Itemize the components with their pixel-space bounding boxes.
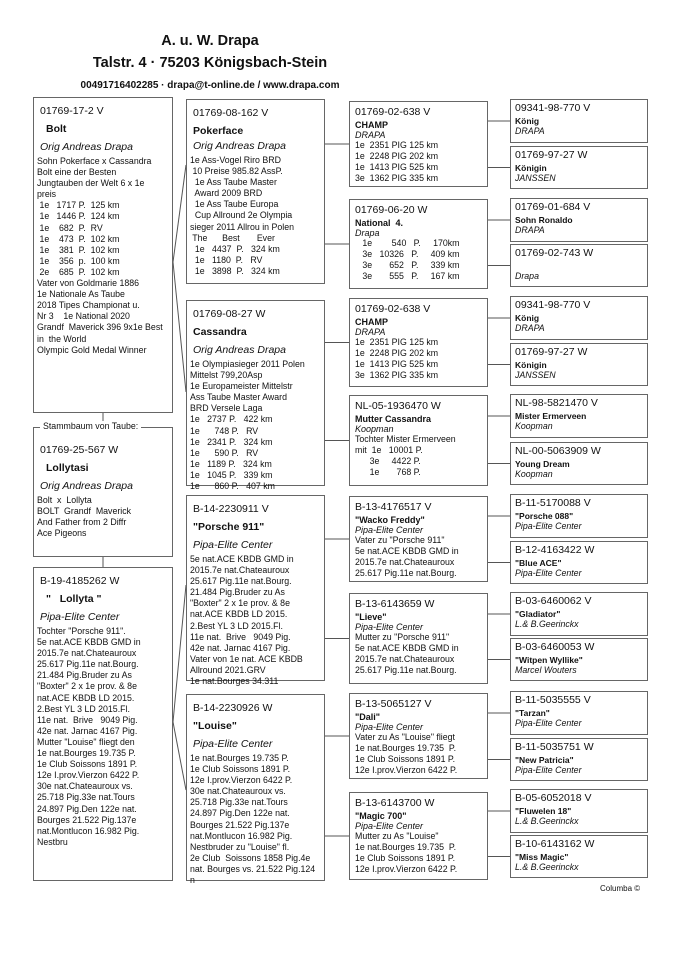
breeder-name: JANSSEN [515,173,556,183]
breeder-name: Pipa-Elite Center [355,722,424,732]
performance-notes [37,156,172,356]
note-line: 1e 540 P. 170km [355,238,460,248]
note-line: 1e 1446 P. 124 km [37,211,120,222]
pigeon-card [186,300,325,492]
breeder-name: Pipa-Elite Center [355,525,424,535]
pigeon-name: Sohn Ronaldo [515,215,573,225]
note-line: 1e Europameister Mittelstr [190,381,293,392]
pigeon-card [186,694,325,886]
ring-number: B-03-6460053 W [515,641,595,653]
note-line: 5e nat.ACE KBDB GMD in [37,637,141,648]
note-line: 1e nat.Bourges 19.735 P. [190,753,289,763]
pigeon-card [349,199,488,289]
note-line: Bolt x Lollyta [37,495,92,505]
note-line: Bourges 21.522 Pig.137e [190,819,290,830]
connector-line [173,262,186,392]
pigeon-name: "Louise" [193,720,237,732]
note-line: Vater von 1e nat. ACE KBDB [190,653,303,664]
note-line: in the World [37,333,87,344]
note-line: 1e 748 P. RV [190,425,259,436]
note-line: Nestbru [37,836,68,847]
ring-number: B-12-4163422 W [515,544,595,556]
pigeon-name: Cassandra [193,326,247,338]
note-line: Mittelst 799,20Asp [190,370,263,381]
performance-notes [355,632,487,676]
note-line: 2e Club Soissons 1858 Pig.4e [190,852,311,863]
breeder-name: Marcel Wouters [515,665,577,675]
breeder-name: DRAPA [515,323,545,333]
pigeon-name: Königin [515,360,547,370]
breeder-name: Drapa [355,228,380,238]
note-line: Tochter Mister Ermerveen [355,434,456,444]
note-line: 1e Nationale As Taube [37,289,125,300]
pigeon-name: "Magic 700" [355,811,407,821]
note-line: 1e Ass Taube Master [190,177,277,188]
note-line: 5e nat.ACE KBDB GMD in [355,545,459,556]
performance-notes [37,626,172,848]
breeder-name: Koopman [515,469,553,479]
pigeon-card [510,691,648,735]
pigeon-card [349,792,488,880]
note-line: 1e Ass-Vogel Riro BRD [190,155,281,165]
breeder-name: Pipa-Elite Center [515,718,582,728]
note-line: 2015.7e nat.Chateauroux [355,653,455,664]
pigeon-card [510,394,648,438]
note-line: 1e Club Soissons 1891 P. [190,764,291,775]
note-line: 1e 1045 P. 339 km [190,469,273,480]
note-line: 2.Best YL 3 LD 2015.Fl. [37,703,130,714]
note-line: 2015.7e nat.Chateauroux [190,565,290,576]
pigeon-card [510,638,648,681]
note-line: 12e I.prov.Vierzon 6422 P. [37,770,140,781]
pigeon-card [33,421,173,557]
performance-notes [355,434,487,478]
ring-number: 01769-08-162 V [193,107,269,119]
note-line: nat.Montlucon 16.982 Pig. [37,825,140,836]
breeder-name: DRAPA [355,327,386,337]
note-line: 11e nat. Brive 9049 Pig. [37,714,138,725]
breeder-name: Orig Andreas Drapa [40,141,133,153]
ring-number: B-13-6143659 W [355,598,435,610]
note-line: Mutter zu As "Louise" [355,831,439,841]
ring-number: B-11-5035751 W [515,741,594,753]
note-line: The Best Ever [190,232,275,243]
ring-number: B-03-6460062 V [515,595,592,607]
pigeon-card [510,789,648,833]
ring-number: 09341-98-770 V [515,102,591,114]
pigeon-card [510,494,648,538]
breeder-name: Pipa-Elite Center [40,611,120,623]
pedigree-legend: Stammbaum von Taube: [40,421,141,431]
breeder-name: JANSSEN [515,370,556,380]
note-line: Jungtauben der Welt 6 x 1e [37,178,145,189]
pigeon-card [510,244,648,287]
breeder-name: Koopman [355,424,394,434]
note-line: 1e 2351 PIG 125 km [355,140,439,150]
note-line: 25.617 Pig.11e nat.Bourg. [37,659,139,670]
ring-number: 01769-02-638 V [355,303,431,315]
note-line: 2015.7e nat.Chateauroux [37,648,137,659]
note-line: BRD Versele Laga [190,403,263,414]
breeder-name: L.& B.Geerinckx [515,619,579,629]
note-line: 1e nat.Bourges 34.311 [190,676,279,687]
note-line: nat.ACE KBDB LD 2015. [37,692,135,703]
performance-notes [355,732,487,776]
note-line: Vater von Goldmarie 1886 [37,278,140,289]
pigeon-card [510,835,648,878]
note-line: nat.Montlucon 16.982 Pig. [190,830,293,841]
note-line: Tochter "Porsche 911". [37,626,126,636]
note-line: 1e 2248 PIG 202 km [355,150,439,161]
pigeon-name: Lollytasi [46,462,89,474]
connector-line [173,722,186,790]
pigeon-name: "Witpen Wyllike" [515,655,583,665]
breeder-name: Pipa-Elite Center [355,821,424,831]
note-line: 1e Olympiasieger 2011 Polen [190,359,305,369]
note-line: 5e nat.ACE KBDB GMD in [355,642,459,653]
note-line: 2.Best YL 3 LD 2015.Fl. [190,620,283,631]
ring-number: B-13-6143700 W [355,797,435,809]
note-line: 2018 Tipes Championat u. [37,300,140,311]
breeder-name: L.& B.Geerinckx [515,816,579,826]
note-line: 25.718 Pig.33e nat.Tours [37,792,135,803]
note-line: 1e 2351 PIG 125 km [355,337,439,347]
pigeon-card [349,693,488,779]
pigeon-name: "Wacko Freddy" [355,515,425,525]
note-line: 1e 1180 P. RV [190,254,263,265]
note-line: 1e 768 P. [355,466,421,477]
performance-notes [355,337,487,381]
performance-notes [190,753,324,886]
note-line: Bolt eine der Besten [37,167,117,178]
ring-number: 01769-02-743 W [515,247,594,259]
pigeon-name: König [515,313,540,323]
pigeon-name: Pokerface [193,125,244,137]
note-line: 2e 685 P. 102 km [37,266,120,277]
ring-number: NL-00-5063909 W [515,445,601,457]
note-line: Bourges 21.522 Pig.137e [37,814,137,825]
ring-number: NL-05-1936470 W [355,400,441,412]
note-line: 1e 682 P. RV [37,222,103,233]
ring-number: NL-98-5821470 V [515,397,598,409]
ring-number: B-19-4185262 W [40,575,120,587]
breeder-name: Orig Andreas Drapa [193,344,286,356]
pigeon-name: " Lollyta " [46,593,102,605]
note-line: Award 2009 BRD [190,188,263,199]
note-line: 21.484 Pig.Bruder zu As [37,670,132,681]
pigeon-card [510,146,648,189]
pigeon-name: Young Dream [515,459,570,469]
note-line: 1e 381 P. 102 km [37,244,120,255]
performance-notes [355,140,487,184]
breeder-name: Pipa-Elite Center [515,521,582,531]
pigeon-name: Mister Ermerveen [515,411,587,421]
ring-number: B-13-4176517 V [355,501,432,513]
pigeon-card [349,593,488,684]
ring-number: 01769-06-20 W [355,204,428,216]
note-line: 1e Club Soissons 1891 P. [37,759,138,770]
note-line: 11e nat. Brive 9049 Pig. [190,631,291,642]
pigeon-name: National 4. [355,218,404,228]
pigeon-name: Mutter Cassandra [355,414,432,424]
pigeon-card [510,541,648,584]
pigeon-name: "Lieve" [355,612,387,622]
note-line: 5e nat.ACE KBDB GMD in [190,554,294,564]
pigeon-card [349,496,488,582]
pigeon-card [510,343,648,386]
pigeon-name: "Porsche 911" [193,521,265,533]
note-line: Allround 2021.GRV [190,664,266,675]
breeder-title: A. u. W. Drapa [161,33,259,49]
note-line: 21.484 Pig.Bruder zu As [190,587,285,598]
note-line: nat. Bourges vs. 21.522 Pig.124 [190,863,316,874]
performance-notes [355,831,487,875]
pigeon-name: "Miss Magic" [515,852,569,862]
ring-number: 01769-08-27 W [193,308,266,320]
note-line: 3e 652 P. 339 km [355,259,460,270]
note-line: "Boxter" 2 x 1e prov. & 8e [37,681,137,692]
pigeon-name: Königin [515,163,547,173]
pigeon-card [349,395,488,486]
pigeon-name: "Tarzan" [515,708,550,718]
performance-notes [190,359,324,492]
pigeon-card [186,495,325,687]
breeder-contact: 00491716402285 · drapa@t-online.de / www.drapa.com [80,80,340,91]
note-line: Ass Taube Master Award [190,392,287,403]
note-line: 42e nat. Jarnac 4167 Pig. [37,725,138,736]
pigeon-name: "New Patricia" [515,755,574,765]
note-line: 3e 555 P. 167 km [355,270,460,281]
note-line: 12e I.prov.Vierzon 6422 P. [190,775,293,786]
note-line: "Boxter" 2 x 1e prov. & 8e [190,598,290,609]
pigeon-card [510,592,648,636]
breeder-name: DRAPA [355,130,386,140]
note-line: Nestbruder zu "Louise" fl. [190,841,290,852]
note-line: Mutter zu "Porsche 911" [355,632,450,642]
performance-notes [37,495,172,539]
note-line: 3e 1362 PIG 335 km [355,369,439,380]
pigeon-card [349,101,488,187]
note-line: mit 1e 10001 P. [355,444,423,455]
note-line: Mutter "Louise" fliegt den [37,736,135,747]
note-line: 25.718 Pig.33e nat.Tours [190,797,288,808]
note-line: 25.617 Pig.11e nat.Bourg. [355,567,457,578]
note-line: 1e Club Soissons 1891 P. [355,852,456,863]
breeder-name: Pipa-Elite Center [193,539,273,551]
breeder-name: Koopman [515,421,553,431]
pigeon-name: "Porsche 088" [515,511,574,521]
note-line: sieger 2011 Allrou in Polen [190,221,295,232]
note-line: 1e 1413 PIG 525 km [355,358,439,369]
note-line: Vater zu "Porsche 911" [355,535,445,545]
ring-number: B-11-5170088 V [515,497,591,509]
pigeon-card [510,198,648,242]
note-line: 3e 4422 P. [355,455,421,466]
breeder-name: Drapa [515,271,539,281]
pigeon-name: Bolt [46,123,67,135]
note-line: 1e 473 P. 102 km [37,233,120,244]
pigeon-name: "Gladiator" [515,609,561,619]
ring-number: 01769-17-2 V [40,105,104,117]
note-line: 1e 4437 P. 324 km [190,243,280,254]
note-line: 1e 590 P. RV [190,447,259,458]
performance-notes [190,554,324,687]
pigeon-card [349,298,488,387]
note-line: 24.897 Pig.Den 122e nat. [37,803,137,814]
breeder-name: DRAPA [515,225,545,235]
pigeon-card [33,567,173,881]
connector-line [173,165,186,262]
note-line: 1e 860 P. 407 km [190,481,275,492]
breeder-name: L.& B.Geerinckx [515,862,579,872]
note-line: 1e Club Soissons 1891 P. [355,753,456,764]
breeder-name: Orig Andreas Drapa [193,140,286,152]
performance-notes [190,155,324,277]
breeder-name: DRAPA [515,126,545,136]
note-line: 25.617 Pig.11e nat.Bourg. [355,664,457,675]
ring-number: 01769-97-27 W [515,149,588,161]
connector-line [173,585,186,722]
note-line: 1e 2737 P. 422 km [190,414,273,425]
note-line: Grandf Maverick 396 9x1e Best [37,322,163,333]
ring-number: B-11-5035555 V [515,694,591,706]
note-line: 10 Preise 985.82 AssP. [190,166,283,177]
note-line: 1e 356 p. 100 km [37,255,120,266]
footer-credit: Columba © [600,884,641,893]
pigeon-card [510,99,648,143]
ring-number: B-14-2230911 V [193,503,269,515]
note-line: Olympic Gold Medal Winner [37,344,147,355]
pigeon-name: König [515,116,540,126]
pigeon-card [186,99,325,284]
note-line: 42e nat. Jarnac 4167 Pig. [190,642,291,653]
note-line: nat.ACE KBDB LD 2015. [190,609,288,620]
pigeon-name [515,261,647,271]
note-line: 1e 2248 PIG 202 km [355,347,439,358]
pigeon-card [510,442,648,485]
ring-number: 09341-98-770 V [515,299,591,311]
note-line: Sohn Pokerface x Cassandra [37,156,152,166]
pigeon-card [510,296,648,340]
ring-number: 01769-97-27 W [515,346,588,358]
note-line: Nr 3 1e National 2020 [37,311,130,322]
note-line: And Father from 2 Diffr [37,517,127,528]
note-line: 1e 1717 P. 125 km [37,200,120,211]
breeder-name: Pipa-Elite Center [515,568,582,578]
note-line: 30e nat.Chateauroux vs. [37,781,133,792]
note-line: 1e nat.Bourges 19.735 P. [355,841,457,852]
note-line: 12e I.prov.Vierzon 6422 P. [355,863,458,874]
ring-number: 01769-25-567 W [40,444,119,456]
note-line: BOLT Grandf Maverick [37,506,132,517]
breeder-name: Pipa-Elite Center [515,765,582,775]
ring-number: B-13-5065127 V [355,698,432,710]
note-line: 1e 1413 PIG 525 km [355,161,439,172]
note-line: 3e 1362 PIG 335 km [355,172,439,183]
note-line: 1e nat.Bourges 19.735 P. [355,742,457,753]
breeder-name: Orig Andreas Drapa [40,480,133,492]
ring-number: B-14-2230926 W [193,702,273,714]
note-line: n [190,875,195,886]
breeder-name: Pipa-Elite Center [355,622,424,632]
ring-number: B-05-6052018 V [515,792,592,804]
breeder-name: Pipa-Elite Center [193,738,273,750]
pigeon-card [33,97,173,413]
note-line: 24.897 Pig.Den 122e nat. [190,808,290,819]
ring-number: B-10-6143162 W [515,838,595,850]
note-line: 2015.7e nat.Chateauroux [355,556,455,567]
note-line: 3e 10326 P. 409 km [355,248,460,259]
note-line: preis [37,189,57,200]
note-line: 12e I.prov.Vierzon 6422 P. [355,764,458,775]
note-line: 1e 1189 P. 324 km [190,458,272,469]
performance-notes [355,535,487,579]
pigeon-name: "Fluwelen 18" [515,806,572,816]
ring-number: 01769-02-638 V [355,106,431,118]
note-line: 1e Ass Taube Europa [190,199,279,210]
note-line: Ace Pigeons [37,528,87,539]
ring-number: 01769-01-684 V [515,201,591,213]
note-line: 1e 2341 P. 324 km [190,436,273,447]
note-line: 25.617 Pig.11e nat.Bourg. [190,576,292,587]
note-line: 1e 3898 P. 324 km [190,265,280,276]
pigeon-name: CHAMP [355,120,388,130]
note-line: Cup Allround 2e Olympia [190,210,293,221]
performance-notes [355,238,487,282]
pigeon-name: "Dali" [355,712,381,722]
note-line: 1e nat.Bourges 19.735 P. [37,748,136,759]
breeder-address: Talstr. 4 · 75203 Königsbach-Stein [92,55,328,71]
note-line: Vater zu As "Louise" fliegt [355,732,455,742]
note-line: 30e nat.Chateauroux vs. [190,786,286,797]
pigeon-name: CHAMP [355,317,388,327]
pigeon-name: "Blue ACE" [515,558,562,568]
pigeon-card [510,738,648,781]
